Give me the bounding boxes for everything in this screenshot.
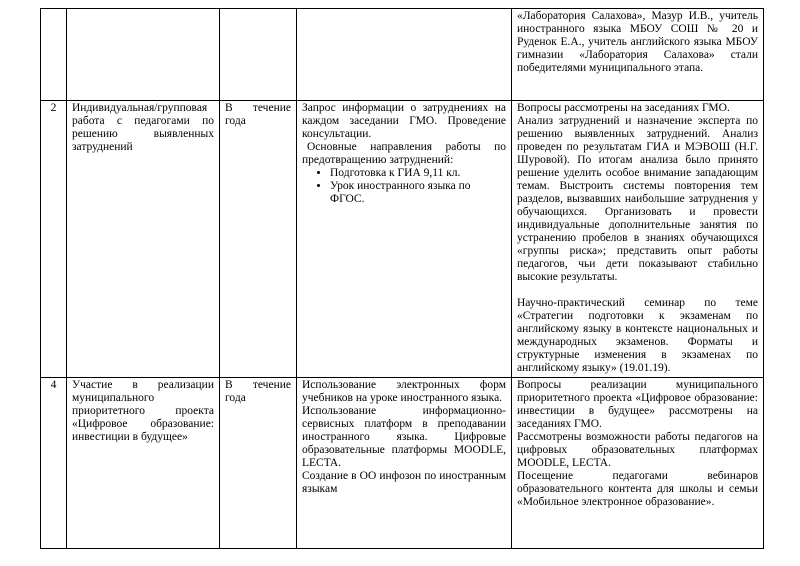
period-text: В течение года (225, 102, 291, 127)
content-paragraph: Основные направления работы по предотвращению затруднений: (302, 141, 506, 166)
table-row-individual-work (41, 101, 764, 378)
cell-period (220, 378, 297, 549)
result-paragraph: Вопросы рассмотрены на заседаниях ГМО. (517, 102, 730, 114)
result-paragraph: Рассмотрены возможности работы педагогов на цифровых образовательных платформах MOODLE, LECTA. (517, 431, 758, 469)
content-paragraph: Использование электронных форм учебников на уроке иностранного языка. (302, 379, 506, 404)
result-paragraph: Вопросы реализации муниципального приоритетного проекта «Цифровое образование: инвестиции в будущее» рассмотрены на заседаниях ГМО. (517, 379, 758, 430)
result-paragraph: Посещение педагогами вебинаров образовательного контента для школы и семьи «Мобильное электронное образование». (517, 470, 758, 508)
cell-content (297, 101, 512, 378)
result-paragraph: Научно-практический семинар по теме «Стратегии подготовки к экзаменам по английскому языку в контексте национальных и международных экзаменов. Форматы и структурные изменения в экзаменах по английскому языку» (19.01.19). (517, 297, 758, 374)
cell-content (297, 378, 512, 549)
cell-results (512, 9, 764, 101)
cell-period (220, 101, 297, 378)
cell-number: 4 (41, 378, 67, 549)
cell-number: 2 (41, 101, 67, 378)
activity-text: Участие в реализации муниципального приоритетного проекта «Цифровое образование: инвестиции в будущее» (72, 379, 214, 443)
bullet-list (302, 167, 506, 206)
content-paragraph: Использование информационно-сервисных платформ в преподавании иностранного языка. Цифровые образовательные платформы MOODLE, LECTA. (302, 405, 506, 469)
table-row-continuation (41, 9, 764, 101)
bullet-item: • Подготовка к ГИА 9,11 кл. (330, 167, 506, 180)
work-plan-table (40, 8, 764, 549)
cell-activity (67, 9, 220, 101)
activity-text: Индивидуальная/групповая работа с педагогами по решению выявленных затруднений (72, 102, 214, 153)
content-paragraph: Запрос информации о затруднениях на каждом заседании ГМО. Проведение консультации. (302, 102, 506, 140)
result-paragraph: «Лаборатория Салахова», Мазур И.В., учитель иностранного языка МБОУ СОШ № 20 и Руденок Е.А., учитель английского языка МБОУ гимназии «Лаборатория Салахова» стали победителями муниципального этапа. (517, 10, 758, 74)
cell-results (512, 101, 764, 378)
cell-results (512, 378, 764, 549)
cell-period (220, 9, 297, 101)
period-text: В течение года (225, 379, 291, 404)
cell-activity (67, 378, 220, 549)
cell-activity (67, 101, 220, 378)
table-row-digital-education (41, 378, 764, 549)
content-paragraph: Создание в ОО инфозон по иностранным языкам (302, 470, 506, 495)
cell-content (297, 9, 512, 101)
bullet-item: • Урок иностранного языка по ФГОС. (330, 180, 506, 206)
cell-number (41, 9, 67, 101)
result-paragraph: Анализ затруднений и назначение эксперта по решению выявленных затруднений. Анализ проведен по результатам ГИА и МЭВОШ (Н.Г. Шуровой). По итогам анализа было принято решение уделить особое внимание западающим темам. Выстроить системы повторения тем разделов, вызвавших наибольшие затруднения у обучающихся. Организовать и провести индивидуальные дополнительные занятия по устранению пробелов в знаниях обучающихся «группы риска»; представить опыт работы педагогов, чьи дети показывают стабильно высокие результаты. (517, 115, 758, 283)
